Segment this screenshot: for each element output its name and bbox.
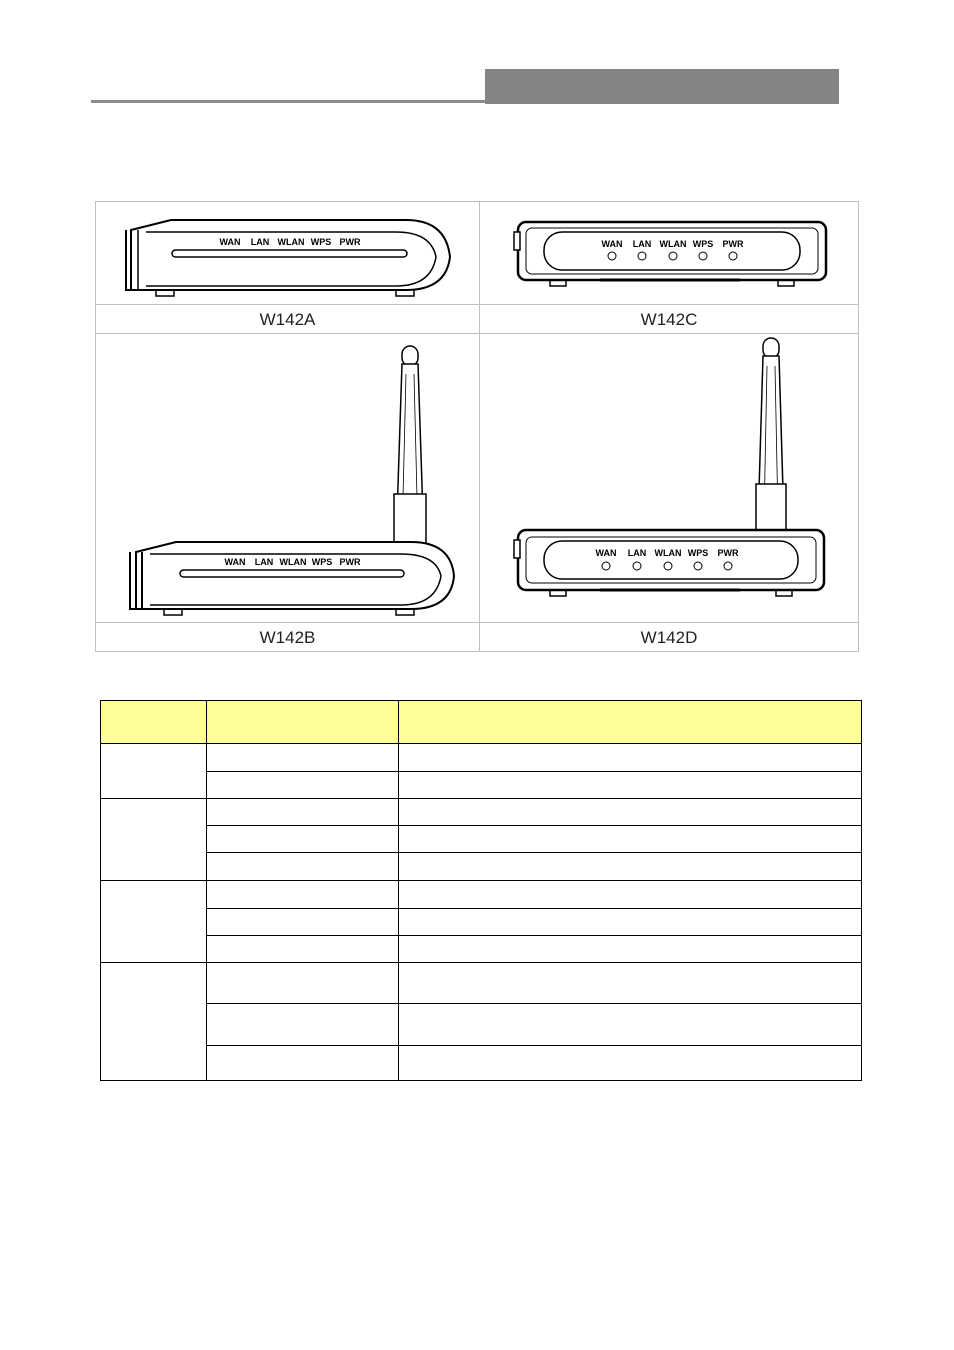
table-row — [101, 853, 862, 881]
led-group-cell — [101, 963, 207, 1081]
table-cell — [399, 963, 862, 1004]
led-label: PWR — [717, 548, 739, 558]
table-cell — [399, 826, 862, 853]
led-label: LAN — [250, 237, 270, 247]
table-cell — [399, 936, 862, 963]
router-figure-w142b — [96, 334, 479, 622]
table-row — [101, 799, 862, 826]
model-caption: W142C — [640, 310, 698, 329]
table-cell — [207, 853, 399, 881]
led-label: WPS — [687, 548, 709, 558]
table-row — [101, 1046, 862, 1081]
router-figure-w142c — [480, 202, 858, 304]
table-cell — [207, 799, 399, 826]
led-label: WAN — [601, 239, 623, 249]
table-row — [101, 909, 862, 936]
model-figure-grid — [95, 201, 859, 652]
led-label: WLAN — [279, 557, 307, 567]
led-group-cell — [101, 881, 207, 963]
table-cell — [207, 826, 399, 853]
led-label: WAN — [224, 557, 246, 567]
table-header-cell — [101, 701, 207, 744]
table-cell — [207, 1004, 399, 1046]
led-label: LAN — [254, 557, 274, 567]
led-label: WAN — [595, 548, 617, 558]
table-cell — [399, 799, 862, 826]
led-label: WPS — [310, 237, 332, 247]
led-label: WLAN — [277, 237, 305, 247]
table-row — [101, 772, 862, 799]
grid-divider — [96, 304, 858, 305]
router-figure-w142d — [480, 334, 858, 622]
led-label: PWR — [339, 237, 361, 247]
led-label: WPS — [692, 239, 714, 249]
led-label: WLAN — [654, 548, 682, 558]
table-row — [101, 936, 862, 963]
table-cell — [399, 1046, 862, 1081]
led-label: WLAN — [659, 239, 687, 249]
model-caption: W142B — [259, 628, 316, 647]
table-cell — [399, 881, 862, 909]
table-cell — [399, 1004, 862, 1046]
table-cell — [207, 1046, 399, 1081]
led-label: LAN — [632, 239, 652, 249]
table-row — [101, 744, 862, 772]
table-row — [101, 826, 862, 853]
table-header-row — [101, 701, 862, 744]
table-cell — [207, 744, 399, 772]
header-tab — [485, 69, 839, 104]
model-caption: W142D — [640, 628, 698, 647]
table-row — [101, 963, 862, 1004]
table-cell — [399, 772, 862, 799]
table-cell — [207, 909, 399, 936]
led-label: PWR — [339, 557, 361, 567]
led-group-cell — [101, 799, 207, 881]
table-row — [101, 881, 862, 909]
model-caption: W142A — [259, 310, 316, 329]
table-cell — [207, 936, 399, 963]
grid-divider — [96, 622, 858, 623]
led-label: WPS — [311, 557, 333, 567]
table-cell — [399, 744, 862, 772]
led-group-cell — [101, 744, 207, 799]
table-cell — [207, 772, 399, 799]
led-label: WAN — [219, 237, 241, 247]
led-label: PWR — [722, 239, 744, 249]
led-label: LAN — [627, 548, 647, 558]
table-cell — [399, 909, 862, 936]
table-header-cell — [207, 701, 399, 744]
led-status-table — [100, 700, 862, 1081]
table-cell — [207, 881, 399, 909]
table-cell — [399, 853, 862, 881]
table-cell — [207, 963, 399, 1004]
router-figure-w142a — [96, 202, 479, 304]
table-header-cell — [399, 701, 862, 744]
table-row — [101, 1004, 862, 1046]
